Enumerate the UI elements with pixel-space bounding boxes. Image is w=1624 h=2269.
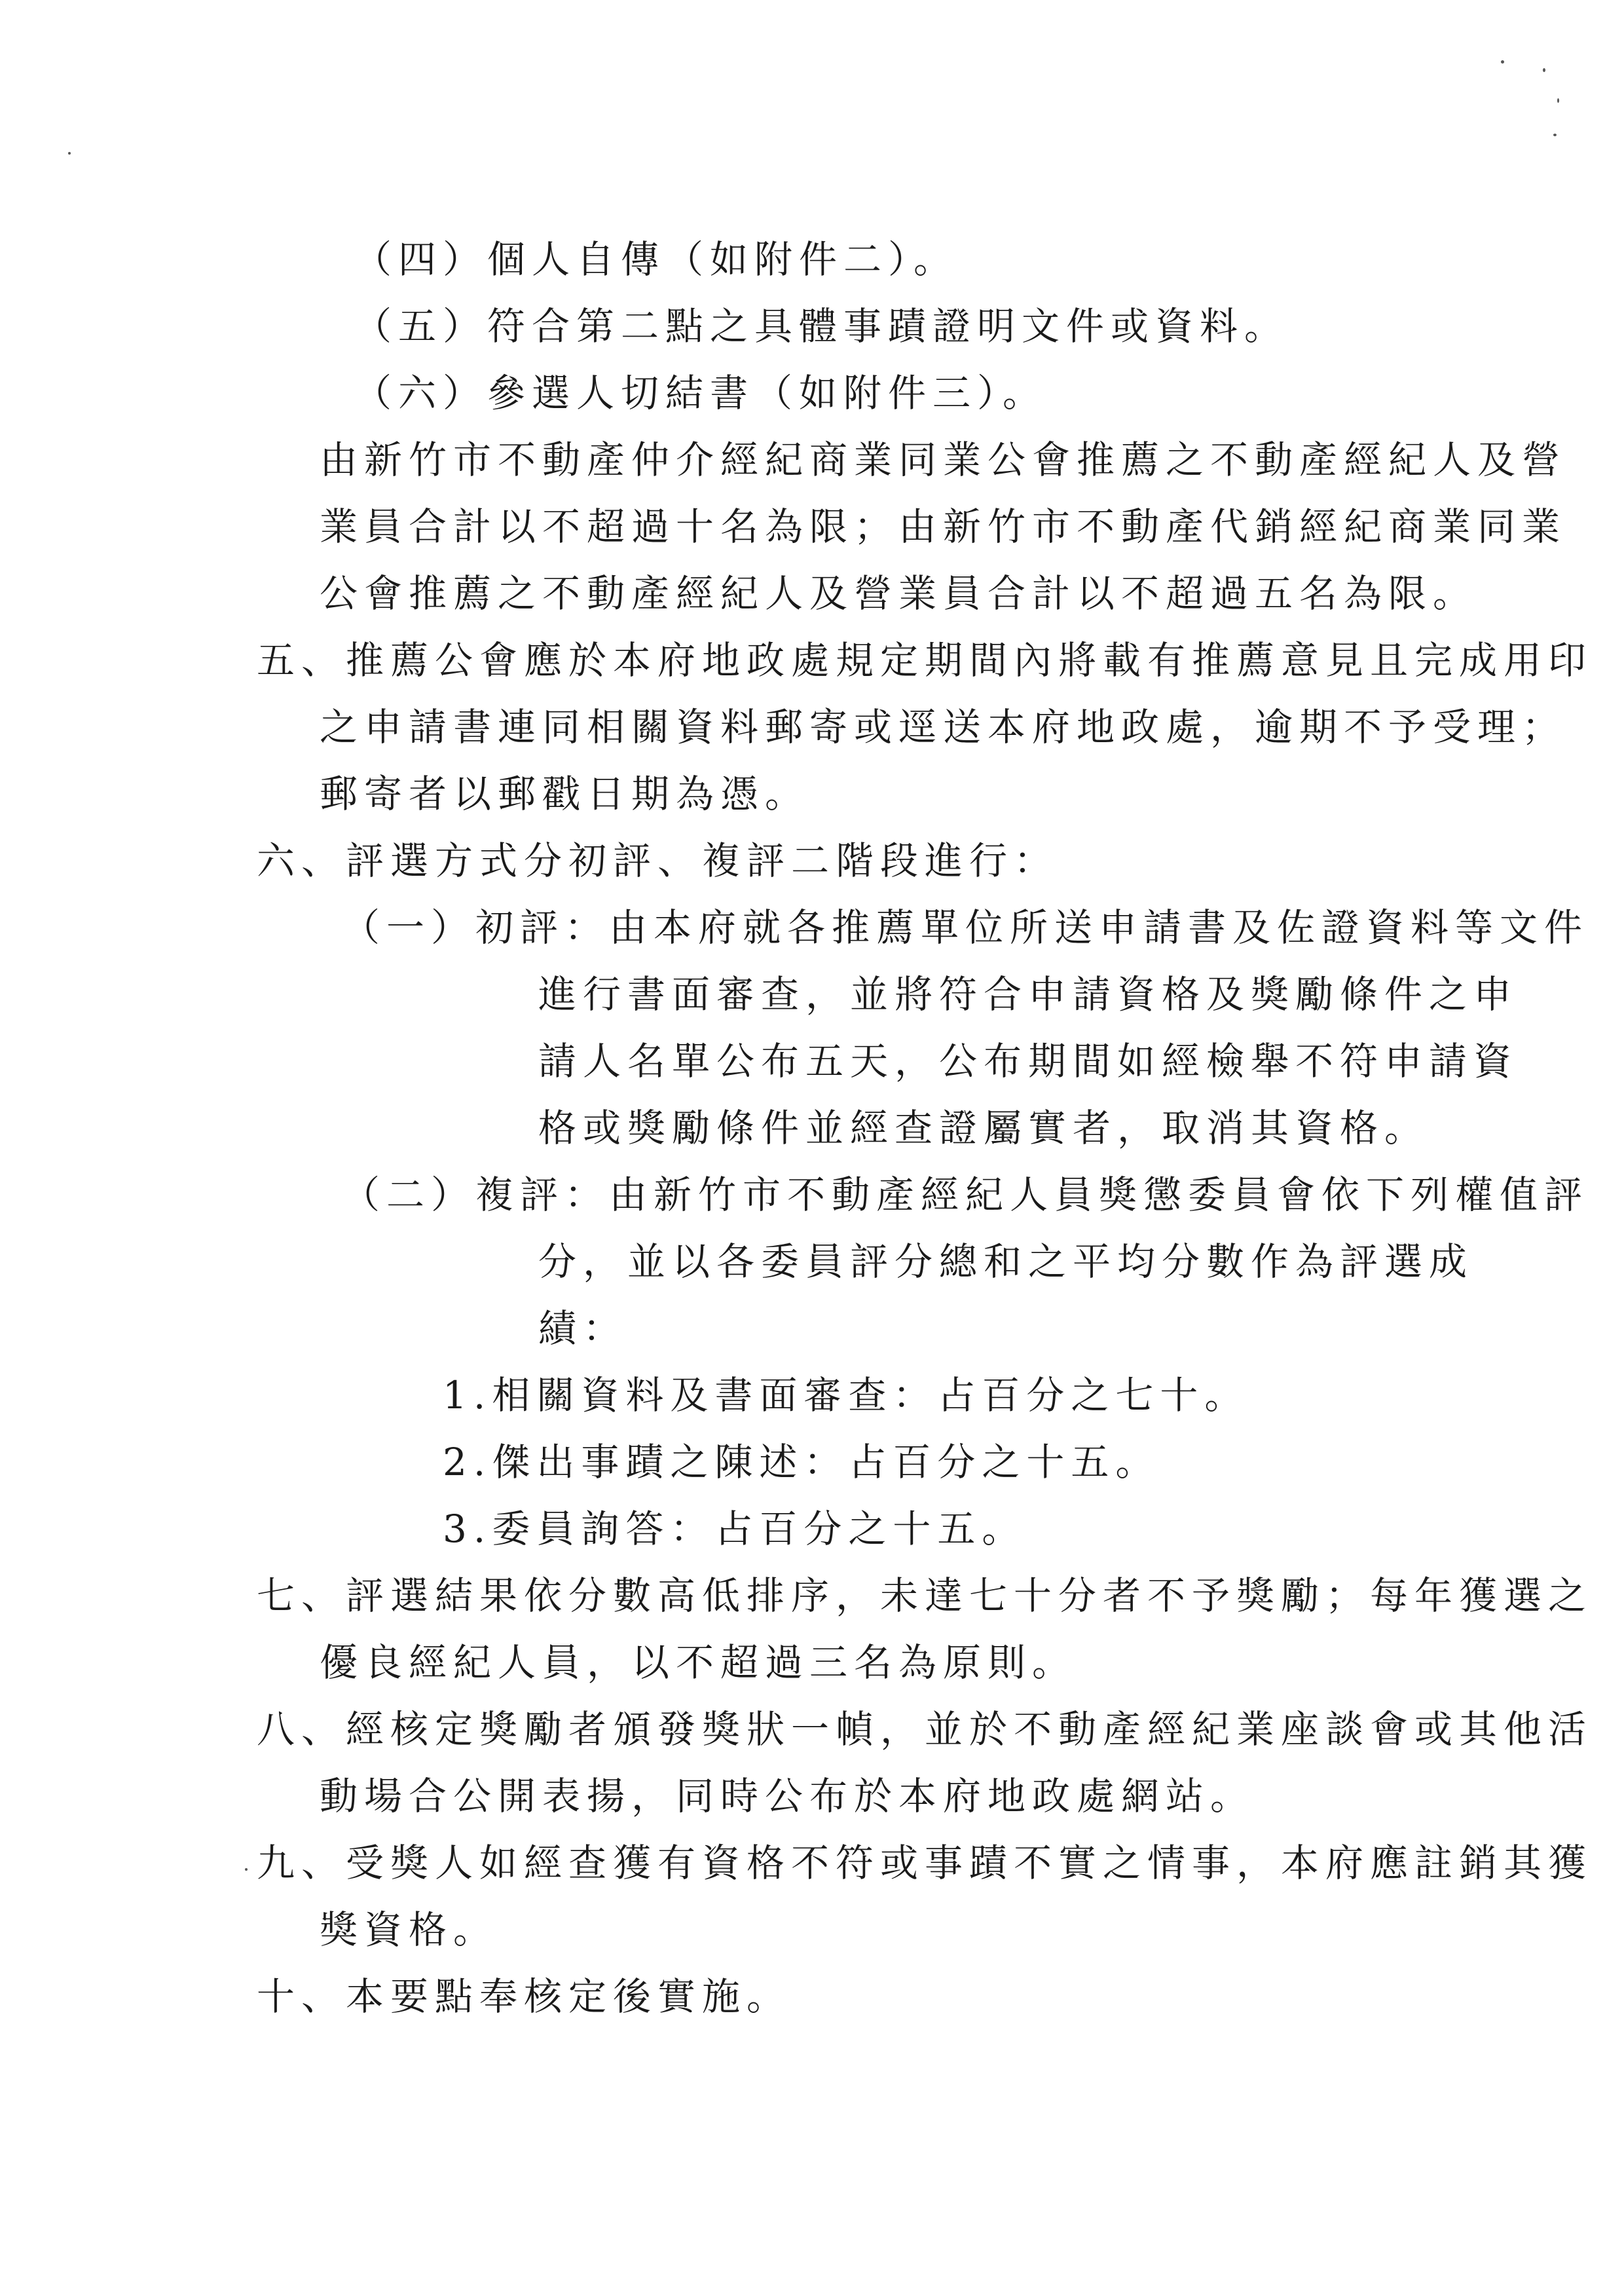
weight-item-1: 1.相關資料及書面審查：占百分之七十。: [443, 1373, 1249, 1417]
section-9-line-2: 獎資格。: [320, 1907, 498, 1952]
scan-speck: [1557, 98, 1559, 103]
quota-text-line-3: 公會推薦之不動產經紀人及營業員合計以不超過五名為限。: [320, 571, 1478, 616]
item-4-autobiography: （四）個人自傳（如附件二）。: [354, 237, 959, 282]
scan-speck: [1501, 60, 1504, 64]
section-9-line-1: 九、受獎人如經查獲有資格不符或事蹟不實之情事，本府應註銷其獲: [257, 1841, 1593, 1885]
final-review-line-2: 分，並以各委員評分總和之平均分數作為評選成: [538, 1239, 1474, 1284]
preliminary-review-line-1: （一）初評：由本府就各推薦單位所送申請書及佐證資料等文件: [342, 905, 1589, 950]
scan-speck: [245, 1868, 248, 1871]
weight-item-3: 3.委員詢答：占百分之十五。: [443, 1507, 1027, 1551]
preliminary-review-line-4: 格或獎勵條件並經查證屬實者，取消其資格。: [538, 1106, 1430, 1150]
scan-speck: [68, 152, 71, 155]
section-8-line-2: 動場合公開表揚，同時公布於本府地政處網站。: [320, 1774, 1255, 1818]
section-10: 十、本要點奉核定後實施。: [257, 1974, 792, 2019]
item-5-proof-documents: （五）符合第二點之具體事蹟證明文件或資料。: [354, 304, 1289, 348]
section-7-line-2: 優良經紀人員，以不超過三名為原則。: [320, 1640, 1077, 1685]
quota-text-line-2: 業員合計以不超過十名為限；由新竹市不動產代銷經紀商業同業: [320, 504, 1567, 549]
section-5-line-1: 五、推薦公會應於本府地政處規定期間內將載有推薦意見且完成用印: [257, 638, 1593, 683]
preliminary-review-line-3: 請人名單公布五天，公布期間如經檢舉不符申請資: [538, 1039, 1519, 1083]
final-review-line-3: 績：: [538, 1306, 628, 1351]
section-5-line-2: 之申請書連同相關資料郵寄或逕送本府地政處，逾期不予受理；: [320, 705, 1567, 749]
scan-speck: [1553, 134, 1557, 136]
item-6-affidavit: （六）參選人切結書（如附件三）。: [354, 371, 1048, 415]
section-7-line-1: 七、評選結果依分數高低排序，未達七十分者不予獎勵；每年獲選之: [257, 1573, 1593, 1618]
section-8-line-1: 八、經核定獎勵者頒發獎狀一幀，並於不動產經紀業座談會或其他活: [257, 1707, 1593, 1752]
weight-item-2: 2.傑出事蹟之陳述：占百分之十五。: [443, 1440, 1160, 1484]
scan-speck: [1543, 68, 1545, 72]
quota-text-line-1: 由新竹市不動產仲介經紀商業同業公會推薦之不動產經紀人及營: [320, 438, 1567, 482]
section-5-line-3: 郵寄者以郵戳日期為憑。: [320, 772, 810, 816]
preliminary-review-line-2: 進行書面審查，並將符合申請資格及獎勵條件之申: [538, 972, 1519, 1017]
section-6-heading: 六、評選方式分初評、複評二階段進行：: [257, 838, 1059, 883]
final-review-line-1: （二）複評：由新竹市不動產經紀人員獎懲委員會依下列權值評: [342, 1172, 1589, 1217]
